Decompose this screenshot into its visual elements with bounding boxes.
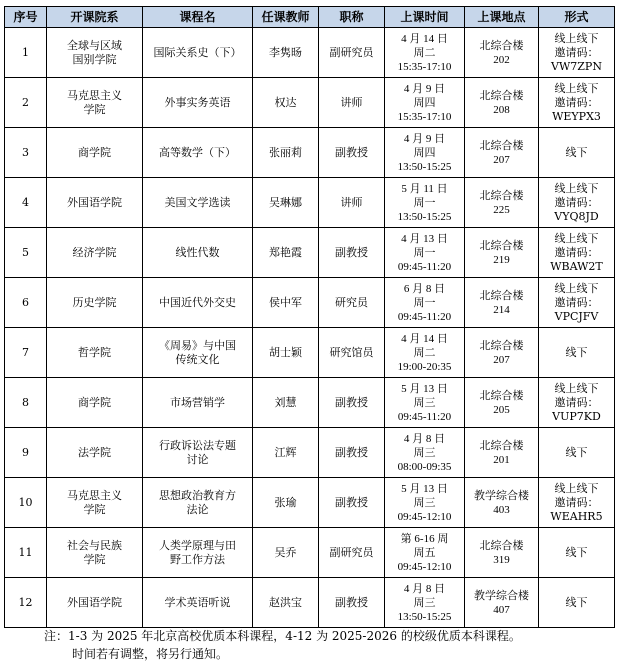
cell-teacher: 权达 <box>253 78 319 128</box>
table-row <box>5 128 615 178</box>
cell-dept: 马克思主义 学院 <box>47 78 143 128</box>
cell-location: 教学综合楼 407 <box>465 578 539 628</box>
cell-title: 研究员 <box>319 278 385 328</box>
table-row <box>5 228 615 278</box>
cell-location: 北综合楼 202 <box>465 28 539 78</box>
table-row <box>5 328 615 378</box>
cell-location: 北综合楼 214 <box>465 278 539 328</box>
cell-no: 3 <box>5 128 47 178</box>
header-no: 序号 <box>5 7 47 28</box>
cell-course: 《周易》与中国 传统文化 <box>143 328 253 378</box>
cell-no: 8 <box>5 378 47 428</box>
table-row <box>5 78 615 128</box>
cell-title: 副教授 <box>319 378 385 428</box>
table-row <box>5 278 615 328</box>
cell-teacher: 赵洪宝 <box>253 578 319 628</box>
header-course: 课程名 <box>143 7 253 28</box>
footnote <box>44 627 614 663</box>
footnote-line-1: 注：1-3 为 2025 年北京高校优质本科课程，4-12 为 2025-2026 的校级优质本科课程。 <box>44 629 521 643</box>
cell-mode: 线下 <box>539 528 615 578</box>
cell-dept: 外国语学院 <box>47 178 143 228</box>
cell-no: 6 <box>5 278 47 328</box>
cell-dept: 社会与民族 学院 <box>47 528 143 578</box>
header-location: 上课地点 <box>465 7 539 28</box>
cell-dept: 哲学院 <box>47 328 143 378</box>
cell-mode: 线下 <box>539 428 615 478</box>
cell-title: 副教授 <box>319 578 385 628</box>
cell-no: 12 <box>5 578 47 628</box>
cell-time: 4 月 8 日 周三 13:50-15:25 <box>385 578 465 628</box>
cell-course: 人类学原理与田 野工作方法 <box>143 528 253 578</box>
cell-time: 4 月 9 日 周四 13:50-15:25 <box>385 128 465 178</box>
cell-location: 教学综合楼 403 <box>465 478 539 528</box>
table-body <box>5 28 615 628</box>
cell-course: 高等数学（下） <box>143 128 253 178</box>
cell-course: 学术英语听说 <box>143 578 253 628</box>
table-row <box>5 478 615 528</box>
cell-title: 副教授 <box>319 228 385 278</box>
cell-no: 5 <box>5 228 47 278</box>
header-time: 上课时间 <box>385 7 465 28</box>
cell-location: 北综合楼 201 <box>465 428 539 478</box>
cell-title: 副教授 <box>319 478 385 528</box>
table-row <box>5 528 615 578</box>
cell-course: 中国近代外交史 <box>143 278 253 328</box>
cell-teacher: 吴琳娜 <box>253 178 319 228</box>
cell-time: 4 月 8 日 周三 08:00-09:35 <box>385 428 465 478</box>
cell-mode: 线上线下 邀请码： VW7ZPN <box>539 28 615 78</box>
cell-course: 行政诉讼法专题 讨论 <box>143 428 253 478</box>
cell-teacher: 刘慧 <box>253 378 319 428</box>
table-row <box>5 578 615 628</box>
header-dept: 开课院系 <box>47 7 143 28</box>
cell-title: 副教授 <box>319 428 385 478</box>
cell-teacher: 江辉 <box>253 428 319 478</box>
footnote-line-2: 时间若有调整，将另行通知。 <box>72 647 229 661</box>
cell-course: 市场营销学 <box>143 378 253 428</box>
cell-mode: 线下 <box>539 328 615 378</box>
cell-no: 4 <box>5 178 47 228</box>
cell-teacher: 胡士颖 <box>253 328 319 378</box>
cell-time: 4 月 14 日 周二 19:00-20:35 <box>385 328 465 378</box>
cell-course: 国际关系史（下） <box>143 28 253 78</box>
table-row <box>5 178 615 228</box>
cell-course: 美国文学选读 <box>143 178 253 228</box>
cell-location: 北综合楼 208 <box>465 78 539 128</box>
cell-title: 研究馆员 <box>319 328 385 378</box>
table-row <box>5 28 615 78</box>
cell-time: 4 月 9 日 周四 15:35-17:10 <box>385 78 465 128</box>
cell-time: 第 6-16 周 周五 09:45-12:10 <box>385 528 465 578</box>
cell-time: 5 月 11 日 周一 13:50-15:25 <box>385 178 465 228</box>
cell-teacher: 郑艳霞 <box>253 228 319 278</box>
table-header-row <box>5 7 615 28</box>
header-teacher: 任课教师 <box>253 7 319 28</box>
cell-dept: 全球与区域 国别学院 <box>47 28 143 78</box>
cell-teacher: 李隽旸 <box>253 28 319 78</box>
cell-mode: 线上线下 邀请码： WEYPX3 <box>539 78 615 128</box>
cell-no: 2 <box>5 78 47 128</box>
cell-time: 4 月 13 日 周一 09:45-11:20 <box>385 228 465 278</box>
cell-teacher: 侯中军 <box>253 278 319 328</box>
cell-location: 北综合楼 207 <box>465 128 539 178</box>
cell-title: 讲师 <box>319 178 385 228</box>
course-schedule-table <box>4 6 615 628</box>
cell-no: 7 <box>5 328 47 378</box>
cell-mode: 线上线下 邀请码： WBAW2T <box>539 228 615 278</box>
cell-course: 线性代数 <box>143 228 253 278</box>
cell-title: 讲师 <box>319 78 385 128</box>
cell-mode: 线上线下 邀请码： VUP7KD <box>539 378 615 428</box>
cell-location: 北综合楼 207 <box>465 328 539 378</box>
cell-dept: 法学院 <box>47 428 143 478</box>
cell-location: 北综合楼 225 <box>465 178 539 228</box>
cell-title: 副研究员 <box>319 528 385 578</box>
cell-teacher: 张丽莉 <box>253 128 319 178</box>
cell-course: 思想政治教育方 法论 <box>143 478 253 528</box>
table-row <box>5 378 615 428</box>
cell-location: 北综合楼 205 <box>465 378 539 428</box>
cell-no: 10 <box>5 478 47 528</box>
cell-dept: 马克思主义 学院 <box>47 478 143 528</box>
cell-time: 5 月 13 日 周三 09:45-12:10 <box>385 478 465 528</box>
cell-time: 5 月 13 日 周三 09:45-11:20 <box>385 378 465 428</box>
cell-location: 北综合楼 219 <box>465 228 539 278</box>
cell-dept: 商学院 <box>47 378 143 428</box>
cell-dept: 经济学院 <box>47 228 143 278</box>
cell-title: 副研究员 <box>319 28 385 78</box>
cell-dept: 历史学院 <box>47 278 143 328</box>
cell-no: 9 <box>5 428 47 478</box>
header-mode: 形式 <box>539 7 615 28</box>
cell-mode: 线上线下 邀请码： VYQ8JD <box>539 178 615 228</box>
cell-mode: 线上线下 邀请码： VPCJFV <box>539 278 615 328</box>
cell-mode: 线下 <box>539 128 615 178</box>
cell-location: 北综合楼 319 <box>465 528 539 578</box>
cell-no: 11 <box>5 528 47 578</box>
cell-no: 1 <box>5 28 47 78</box>
cell-time: 4 月 14 日 周二 15:35-17:10 <box>385 28 465 78</box>
cell-time: 6 月 8 日 周一 09:45-11:20 <box>385 278 465 328</box>
table-row <box>5 428 615 478</box>
cell-title: 副教授 <box>319 128 385 178</box>
cell-teacher: 张瑜 <box>253 478 319 528</box>
cell-mode: 线上线下 邀请码： WEAHR5 <box>539 478 615 528</box>
cell-mode: 线下 <box>539 578 615 628</box>
cell-course: 外事实务英语 <box>143 78 253 128</box>
cell-dept: 外国语学院 <box>47 578 143 628</box>
cell-teacher: 吴乔 <box>253 528 319 578</box>
cell-dept: 商学院 <box>47 128 143 178</box>
header-title: 职称 <box>319 7 385 28</box>
